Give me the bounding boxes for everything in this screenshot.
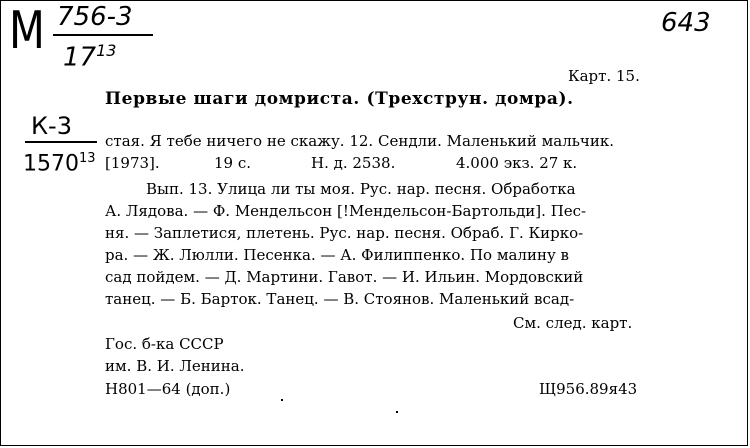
handwritten-main-bottom-number: 17 (63, 42, 97, 73)
speck (396, 411, 398, 413)
handwritten-side-bottom (23, 147, 96, 176)
card-year: [1973]. (105, 154, 160, 172)
card-body-line: Вып. 13. Улица ли ты моя. Рус. нар. песня. Обработка (146, 180, 576, 198)
handwritten-side-bottom-sup: 13 (79, 151, 96, 166)
handwritten-top-right: 643 (661, 8, 711, 38)
handwritten-main-bottom-sup: 13 (96, 41, 117, 60)
card-price: Н. д. 2538. (311, 154, 396, 172)
library-line-1: Гос. б-ка СССР (105, 335, 224, 353)
card-body-line: А. Лядова. — Ф. Мендельсон [!Мендельсон-Бартольди]. Пес- (105, 202, 587, 220)
handwritten-main-letter: М (9, 1, 45, 61)
handwritten-side-line (25, 141, 97, 143)
library-line-2: им. В. И. Ленина. (105, 357, 245, 375)
card-body-line: танец. — Б. Барток. Танец. — В. Стоянов. Маленький всад- (105, 290, 575, 308)
card-number: Карт. 15. (568, 67, 640, 85)
handwritten-side-bottom-number: 1570 (23, 151, 79, 177)
code-right: Щ956.89я43 (539, 380, 638, 398)
see-next-card: См. след. карт. (513, 314, 633, 332)
card-title-text: Первые шаги домриста. (Трехструн. домра). (105, 89, 574, 109)
speck (281, 399, 283, 401)
code-left: Н801—64 (доп.) (105, 380, 231, 398)
card-copies: 4.000 экз. 27 к. (456, 154, 578, 172)
card-body-line: сад пойдем. — Д. Мартини. Гавот. — И. Ильин. Мордовский (105, 268, 584, 286)
card-line-1: стая. Я тебе ничего не скажу. 12. Сендли. Маленький мальчик. (105, 132, 614, 150)
card-body-line: ра. — Ж. Люлли. Песенка. — А. Филиппенко. По малину в (105, 246, 569, 264)
card-body-line: ня. — Заплетися, плетень. Рус. нар. песня. Обраб. Г. Кирко- (105, 224, 584, 242)
handwritten-side-top: К-3 (31, 112, 72, 140)
handwritten-main-top: 756-3 (57, 2, 133, 32)
card-pages: 19 с. (214, 154, 252, 172)
card-title (105, 89, 574, 109)
handwritten-main-bottom (63, 37, 116, 72)
handwritten-fraction-line (53, 34, 153, 36)
